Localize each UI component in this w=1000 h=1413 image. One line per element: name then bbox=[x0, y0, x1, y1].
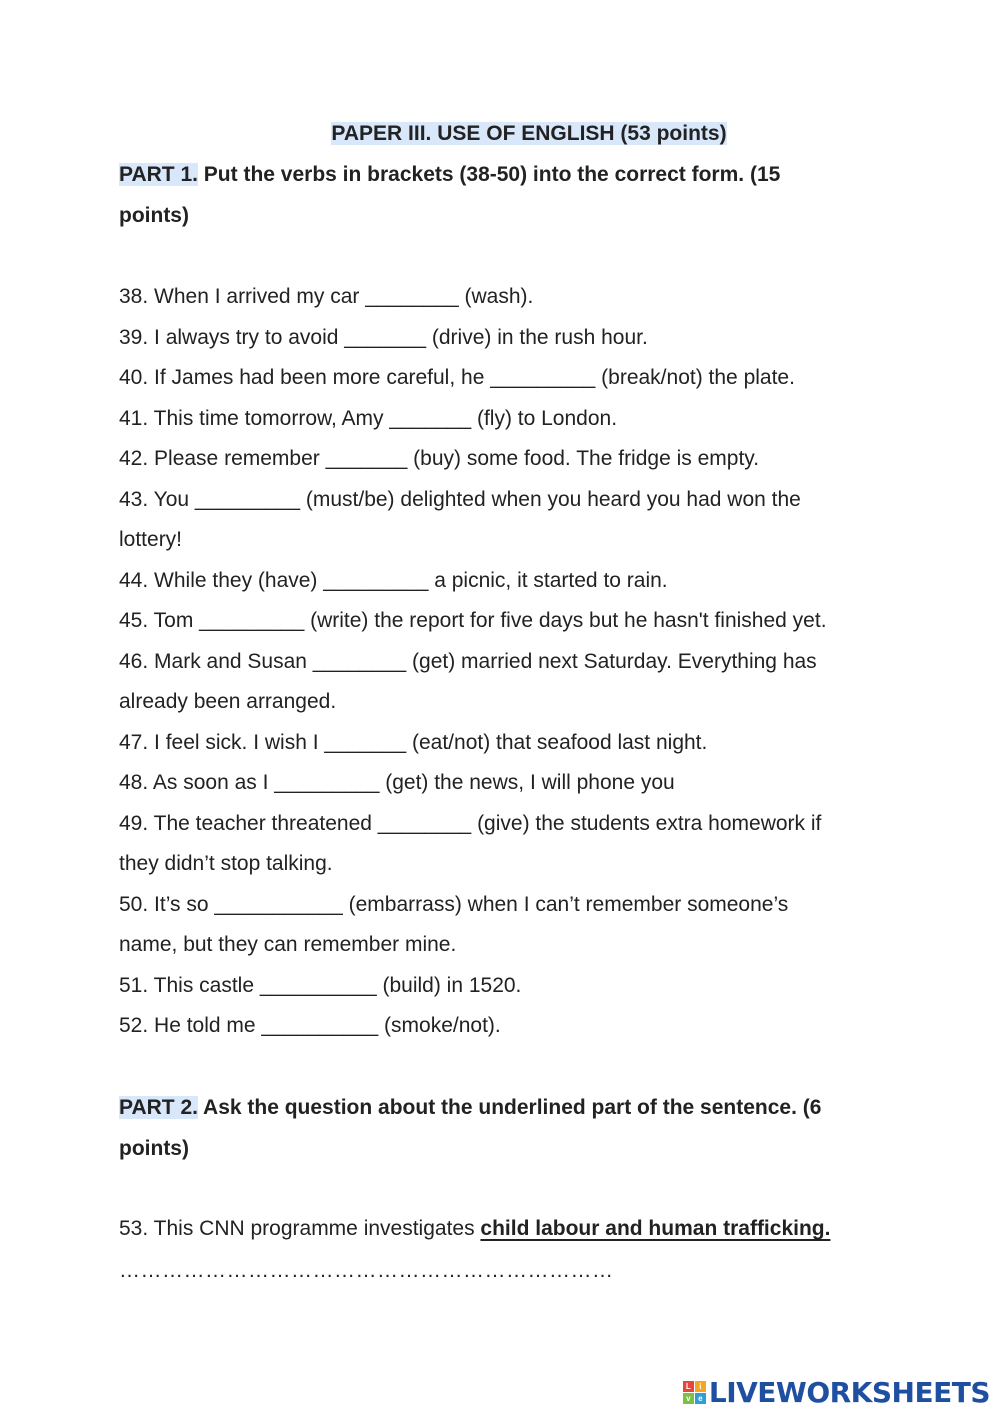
question-39: 39. I always try to avoid _______ (drive) in the rush hour. bbox=[119, 325, 648, 349]
question-50: 50. It’s so ___________ (embarrass) when I can’t remember someone’s bbox=[119, 892, 789, 916]
brand-name: LIVEWORKSHEETS bbox=[708, 1375, 990, 1409]
question-48: 48. As soon as I _________ (get) the news, I will phone you bbox=[119, 771, 675, 794]
part1-label: PART 1. bbox=[119, 163, 198, 186]
question-47: 47. I feel sick. I wish I _______ (eat/not) that seafood last night. bbox=[119, 730, 708, 754]
question-43-cont: lottery! bbox=[119, 528, 183, 551]
question-53-text: 53. This CNN programme investigates bbox=[119, 1217, 481, 1240]
question-46: 46. Mark and Susan ________ (get) married next Saturday. Everything has bbox=[119, 649, 817, 673]
part1-heading bbox=[119, 155, 919, 236]
part1-instruction-cont: points) bbox=[119, 203, 189, 227]
part2-instruction-cont: points) bbox=[119, 1136, 189, 1160]
part1-instruction: Put the verbs in brackets (38-50) into the correct form. (15 bbox=[197, 163, 781, 186]
question-44: 44. While they (have) _________ a picnic, it started to rain. bbox=[119, 568, 668, 592]
question-52: 52. He told me __________ (smoke/not). bbox=[119, 1014, 501, 1037]
liveworksheets-logo-icon: L i v e bbox=[683, 1381, 706, 1404]
question-46-cont: already been arranged. bbox=[119, 690, 337, 713]
question-50-cont: name, but they can remember mine. bbox=[119, 933, 457, 956]
footer-logo bbox=[683, 1377, 990, 1407]
question-40: 40. If James had been more careful, he _________ (break/not) the plate. bbox=[119, 366, 795, 389]
question-45: 45. Tom _________ (write) the report for five days but he hasn't finished yet. bbox=[119, 609, 827, 632]
part2-instruction: Ask the question about the underlined part of the sentence. (6 bbox=[197, 1096, 822, 1119]
question-53 bbox=[119, 1209, 939, 1250]
question-49-cont: they didn’t stop talking. bbox=[119, 852, 333, 875]
question-42: 42. Please remember _______ (buy) some food. The fridge is empty. bbox=[119, 447, 760, 470]
question-38: 38. When I arrived my car ________ (wash). bbox=[119, 285, 534, 308]
question-41: 41. This time tomorrow, Amy _______ (fly) to London. bbox=[119, 406, 618, 430]
underlined-part: child labour and human trafficking. bbox=[480, 1217, 831, 1240]
question-51: 51. This castle __________ (build) in 1520. bbox=[119, 973, 522, 997]
page-title: PAPER III. USE OF ENGLISH (53 points) bbox=[331, 122, 727, 145]
question-43: 43. You _________ (must/be) delighted when you heard you had won the bbox=[119, 487, 801, 511]
part2-heading bbox=[119, 1088, 919, 1169]
part2-label: PART 2. bbox=[119, 1096, 198, 1119]
question-49: 49. The teacher threatened ________ (give) the students extra homework if bbox=[119, 811, 822, 835]
answer-line[interactable]: …………………………………………………………… bbox=[119, 1259, 614, 1282]
part1-questions bbox=[119, 277, 919, 1047]
